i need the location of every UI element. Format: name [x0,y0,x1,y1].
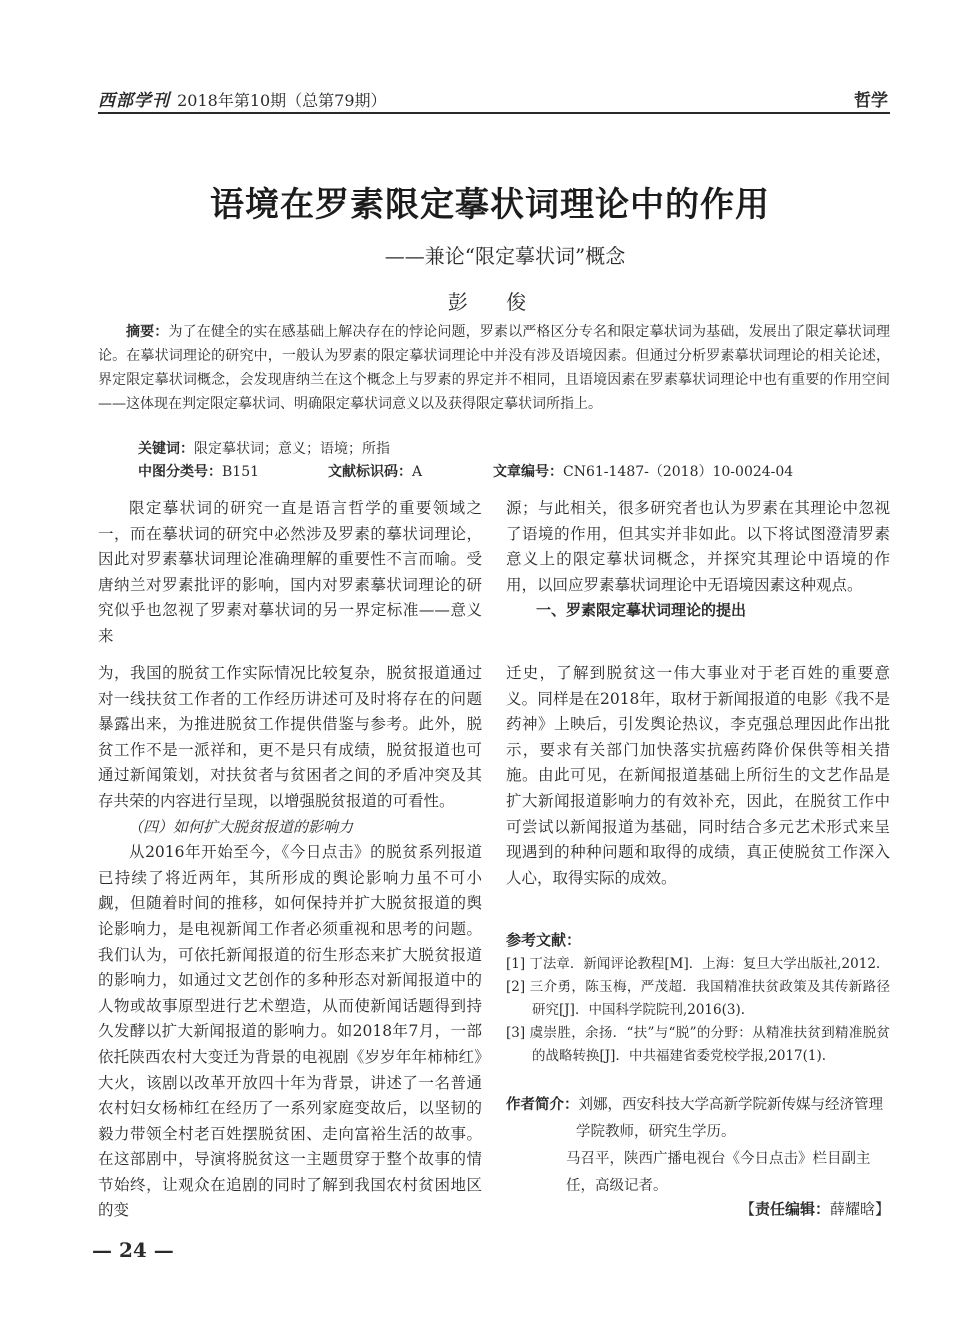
paragraph: 迁史，了解到脱贫这一伟大事业对于老百姓的重要意义。同样是在2018年，取材于新闻报道的电影《我不是药神》上映后，引发舆论热议，李克强总理因此作出批示，要求有关部门加快落实抗癌药降价保供等相关措施。由此可见，在新闻报道基础上所衍生的文艺作品是扩大新闻报道影响力的有效补充，因此，在脱贫工作中可尝试以新闻报道为基础，同时结合多元艺术形式来呈现遇到的种种问题和取得的成绩，真正使脱贫工作深入人心，取得实际的成效。 [506,664,890,887]
clc-number [138,461,259,481]
reference-item: [2] 三介勇，陈玉梅，严茂超．我国精准扶贫政策及其传新路径研究[J]．中国科学院院刊,2016(3). [506,979,890,1018]
doc-value: A [412,464,423,480]
paragraph: 源；与此相关，很多研究者也认为罗素在其理论中忽视了语境的作用，但其实并非如此。以下将试图澄清罗素意义上的限定摹状词概念，并探究其理论中语境的作用，以回应罗素摹状词理论中无语境因素这种观点。 [506,499,890,594]
bio-label: 作者简介： [506,1097,579,1113]
subheading: （四）如何扩大脱贫报道的影响力 [128,817,354,836]
editor-close-bracket: 】 [874,1200,890,1218]
paragraph: 限定摹状词的研究一直是语言哲学的重要领域之一，而在摹状词的研究中必然涉及罗素的摹状词理论，因此对罗素摹状词理论准确理解的重要性不言而喻。受唐纳兰对罗素批评的影响，国内对罗素摹状词理论的研究似乎也忽视了罗素对摹状词的另一界定标准——意义来 [98,499,482,645]
references-title: 参考文献： [506,931,582,949]
art-label: 文章编号： [493,464,563,480]
paragraph: 为，我国的脱贫工作实际情况比较复杂，脱贫报道通过对一线扶贫工作者的工作经历讲述可及时将存在的问题暴露出来，为推进脱贫工作提供借鉴与参考。此外，脱贫工作不是一派祥和，更不是只有成绩，脱贫报道也可通过新闻策划，对扶贫者与贫困者之间的矛盾冲突及其存共荣的内容进行呈现，以增强脱贫报道的可看性。 [98,664,482,810]
journal-issue-line [98,86,387,111]
abstract [98,320,890,416]
clc-label: 中图分类号： [138,464,222,480]
issue-label: 2018年第10期（总第79期） [177,91,387,110]
article-title: 语境在罗素限定摹状词理论中的作用 [210,185,770,225]
classification-row [138,461,898,483]
references-list [506,953,890,1068]
article-subtitle: ——兼论“限定摹状词”概念 [384,244,626,268]
clc-value: B151 [222,464,260,480]
doc-code [328,461,422,481]
body-lower-left [98,661,482,1224]
editor-label: 责任编辑： [754,1200,830,1218]
article-author: 彭 俊 [447,290,543,314]
editor-name: 薛耀晗 [829,1200,875,1218]
body-upper-right [506,496,890,624]
reference-item: [3] 虞崇胜，余扬．“扶”与“脱”的分野：从精准扶贫到精准脱贫的战略转换[J]．中共福建省委党校学报,2017(1). [506,1025,890,1064]
author-bio [506,1092,890,1200]
bio-line-2 [506,1146,890,1200]
responsible-editor [740,1198,890,1219]
editor-open-bracket: 【 [739,1200,755,1218]
doc-label: 文献标识码： [328,464,412,480]
bio-line-1 [506,1092,890,1146]
bio-text-2: 马召平，陕西广播电视台《今日点击》栏目副主任，高级记者。 [566,1151,871,1194]
running-header [98,86,888,112]
body-lower-right [506,661,890,891]
reference-item: [1] 丁法章．新闻评论教程[M]．上海：复旦大学出版社,2012. [506,956,881,972]
section-heading: 一、罗素限定摹状词理论的提出 [536,601,747,620]
keywords-text: 限定摹状词；意义；语境；所指 [194,441,390,457]
abstract-label: 摘要： [126,324,169,340]
section-label: 哲学 [854,91,888,111]
art-value: CN61-1487-（2018）10-0024-04 [563,464,794,480]
paragraph: 从2016年开始至今，《今日点击》的脱贫系列报道已持续了将近两年，其所形成的舆论影响力虽不可小觑，但随着时间的推移，如何保持并扩大脱贫报道的舆论影响力，是电视新闻工作者必须重视和思考的问题。我们认为，可依托新闻报道的衍生形态来扩大脱贫报道的影响力，如通过文艺创作的多种形态对新闻报道中的人物或故事原型进行艺术塑造，从而使新闻话题得到持久发酵以扩大新闻报道的影响力。如2018年7月，一部依托陕西农村大变迁为背景的电视剧《岁岁年年柿柿红》大火，该剧以改革开放四十年为背景，讲述了一名普通农村妇女杨柿红在经历了一系列家庭变故后，以坚韧的毅力带领全村老百姓摆脱贫困、走向富裕生活的故事。在这部剧中，导演将脱贫这一主题贯穿于整个故事的情节始终，让观众在追剧的同时了解到我国农村贫困地区的变 [98,843,482,1220]
keywords [138,438,390,458]
body-upper-left [98,496,482,650]
abstract-text: 为了在健全的实在感基础上解决存在的悖论问题，罗素以严格区分专名和限定摹状词为基础，发展出了限定摹状词理论。在摹状词理论的研究中，一般认为罗素的限定摹状词理论中并没有涉及语境因素。但通过分析罗素摹状词理论的相关论述，界定限定摹状词概念，会发现唐纳兰在这个概念上与罗素的界定并不相同，且语境因素在罗素摹状词理论中也有重要的作用空间——这体现在判定限定摹状词、明确限定摹状词意义以及获得限定摹状词所指上。 [98,324,890,412]
bio-text-1: 刘娜，西安科技大学高新学院新传媒与经济管理学院教师，研究生学历。 [576,1097,883,1140]
journal-logo: 西部学刊 [98,91,170,111]
keywords-label: 关键词： [138,441,194,457]
article-number [493,461,793,481]
header-rule [98,112,890,114]
page-number: — 24 — [92,1238,174,1262]
